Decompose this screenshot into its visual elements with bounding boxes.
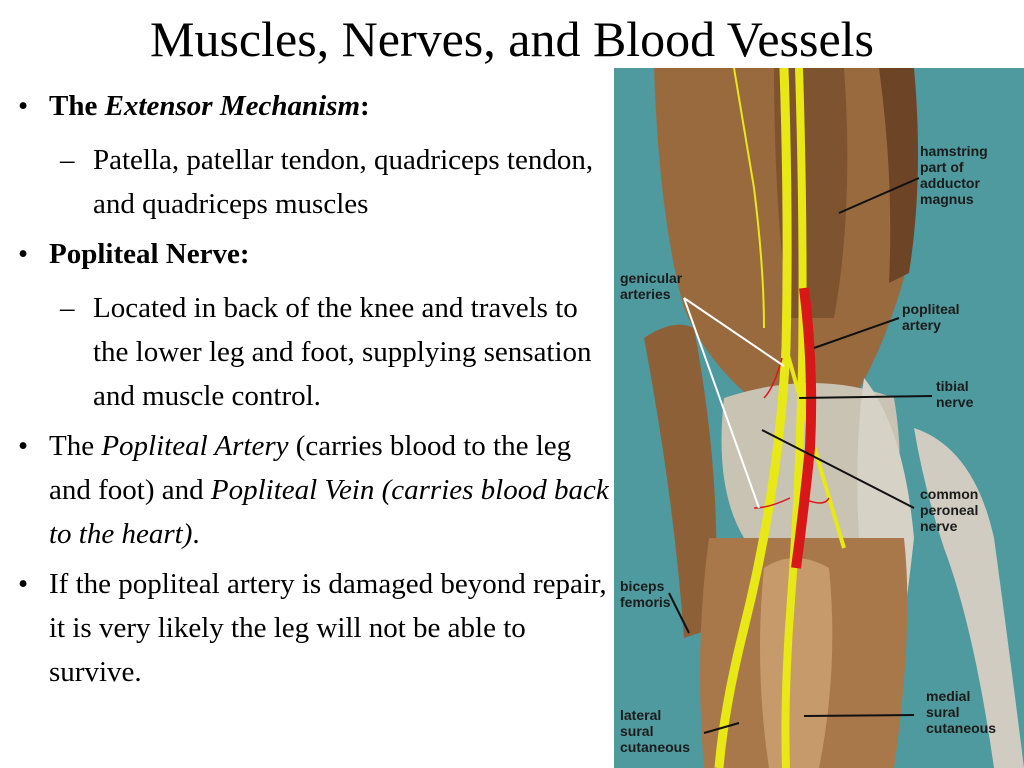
slide-title: Muscles, Nerves, and Blood Vessels	[150, 11, 874, 67]
bullet-marker: •	[18, 238, 29, 270]
bullet-extensor-mechanism	[18, 84, 614, 128]
label-hamstring: hamstring part of adductor magnus	[920, 143, 988, 207]
bullet-marker: •	[18, 90, 29, 122]
bullet-text-italic: Popliteal Vein (carries blood back to the heart)	[49, 474, 609, 550]
bullet-text: :	[360, 90, 370, 122]
knee-anatomy-illustration	[614, 68, 1024, 768]
bullet-text: If the popliteal artery is damaged beyond repair, it is very likely the leg will not be able to survive.	[49, 568, 607, 688]
bullet-marker: •	[18, 430, 29, 462]
label-lateral-sural-cutaneous: lateral sural cutaneous	[620, 707, 691, 755]
label-popliteal-artery: popliteal artery	[902, 301, 960, 333]
sub-bullet-text: Patella, patellar tendon, quadriceps tendon, and quadriceps muscles	[93, 144, 594, 220]
anatomy-drawing	[614, 68, 1024, 768]
label-genicular-arteries: genicular arteries	[620, 270, 683, 302]
bullet-text-italic: Popliteal Artery	[101, 430, 289, 462]
bullet-text: (carries blood to the leg and foot) and	[49, 430, 572, 506]
sub-bullet-marker: –	[60, 292, 75, 324]
calf-center	[760, 558, 832, 768]
bullet-text: The	[49, 430, 102, 462]
sub-bullet-extensor-parts	[18, 138, 614, 226]
bullet-artery-damage	[18, 562, 614, 694]
bullet-marker: •	[18, 568, 29, 600]
sub-bullet-marker: –	[60, 144, 75, 176]
bullet-text: Popliteal Nerve:	[49, 238, 250, 270]
label-medial-sural-cutaneous: medial sural cutaneous	[926, 688, 997, 736]
bullet-popliteal-artery	[18, 424, 614, 556]
bullet-text-italic: Extensor Mechanism	[104, 90, 361, 122]
sub-bullet-nerve-description	[18, 286, 614, 418]
bullet-text: .	[192, 518, 200, 550]
bullet-popliteal-nerve	[18, 232, 614, 276]
label-biceps-femoris: biceps femoris	[620, 578, 671, 610]
label-common-peroneal-nerve: common peroneal nerve	[920, 486, 979, 534]
bullet-text: The	[49, 90, 105, 122]
slide-body	[18, 78, 614, 694]
sub-bullet-text: Located in back of the knee and travels to the lower leg and foot, supplying sensation and muscle control.	[93, 292, 592, 412]
label-tibial-nerve: tibial nerve	[936, 378, 974, 410]
